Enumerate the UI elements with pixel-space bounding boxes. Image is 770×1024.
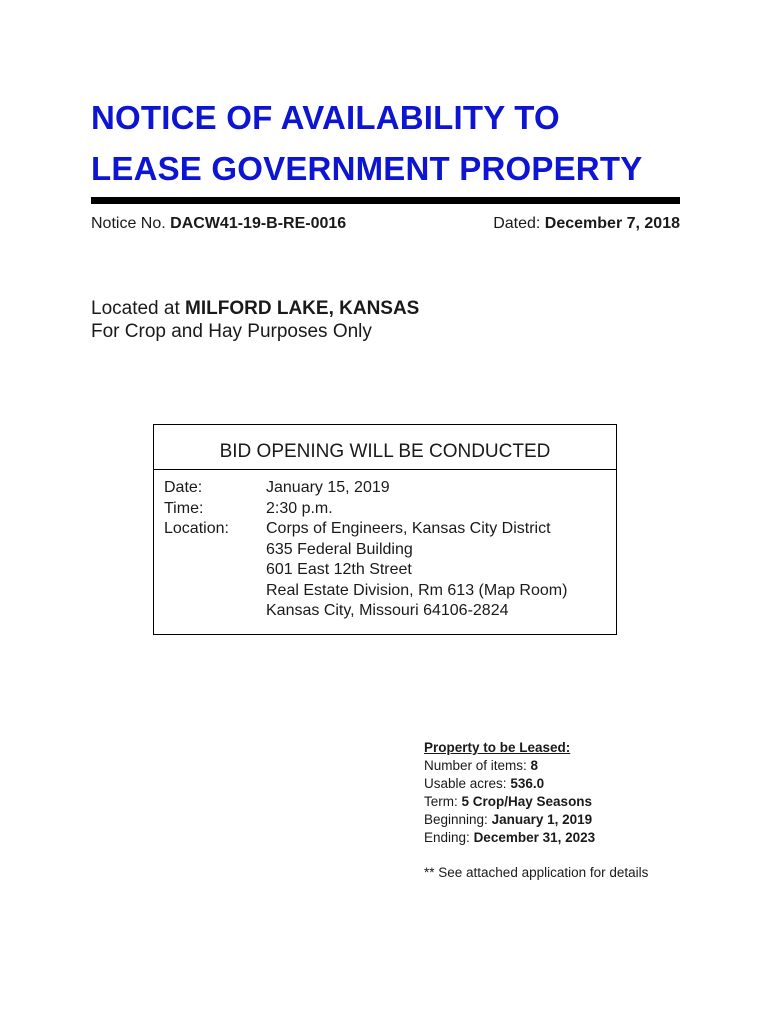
property-ending-label: Ending: xyxy=(424,830,470,845)
bid-date-label: Date: xyxy=(164,479,203,496)
title-line-2: LEASE GOVERNMENT PROPERTY xyxy=(91,150,643,187)
property-acres-label: Usable acres: xyxy=(424,776,507,791)
property-items-value: 8 xyxy=(530,758,539,773)
bid-location-line: 635 Federal Building xyxy=(266,540,413,558)
bid-location-line: Corps of Engineers, Kansas City District xyxy=(266,520,551,537)
property-term-label: Term: xyxy=(424,794,458,809)
bid-divider xyxy=(154,469,616,470)
property-items xyxy=(424,757,595,775)
property-footnote: ** See attached application for details xyxy=(424,865,649,880)
property-ending-value: December 31, 2023 xyxy=(473,830,596,845)
property-term-value: 5 Crop/Hay Seasons xyxy=(461,794,593,809)
location-place: MILFORD LAKE, KANSAS xyxy=(185,298,420,319)
title-line-1: NOTICE OF AVAILABILITY TO xyxy=(91,99,560,136)
notice-number-value: DACW41-19-B-RE-0016 xyxy=(170,215,347,232)
notice-number xyxy=(91,214,346,234)
property-beginning-value: January 1, 2019 xyxy=(491,812,593,827)
page-title xyxy=(91,92,691,194)
notice-date-value: December 7, 2018 xyxy=(544,215,680,232)
notice-date-label: Dated: xyxy=(493,215,541,232)
purpose-line: For Crop and Hay Purposes Only xyxy=(91,321,372,342)
property-acres xyxy=(424,775,595,793)
bid-location-line: Real Estate Division, Rm 613 (Map Room) xyxy=(266,581,568,599)
bid-location-line: 601 East 12th Street xyxy=(266,561,412,578)
notice-number-label: Notice No. xyxy=(91,215,166,232)
property-heading: Property to be Leased: xyxy=(424,740,571,755)
property-beginning-label: Beginning: xyxy=(424,812,488,827)
bid-location-line: Kansas City, Missouri 64106-2824 xyxy=(266,602,509,619)
location-line xyxy=(91,297,419,320)
property-beginning xyxy=(424,811,595,829)
bid-location-label: Location: xyxy=(164,520,229,537)
location-prefix: Located at xyxy=(91,298,180,319)
property-acres-value: 536.0 xyxy=(510,776,545,791)
title-rule xyxy=(91,197,680,204)
property-term xyxy=(424,793,595,811)
bid-date-value: January 15, 2019 xyxy=(266,479,390,496)
bid-time-label: Time: xyxy=(164,499,204,517)
bid-opening-box xyxy=(153,424,617,635)
notice-date xyxy=(493,214,680,234)
bid-heading: BID OPENING WILL BE CONDUCTED xyxy=(219,441,551,462)
property-ending xyxy=(424,829,595,847)
property-details xyxy=(424,739,595,847)
property-items-label: Number of items: xyxy=(424,758,527,773)
bid-time-value: 2:30 p.m. xyxy=(266,499,333,517)
